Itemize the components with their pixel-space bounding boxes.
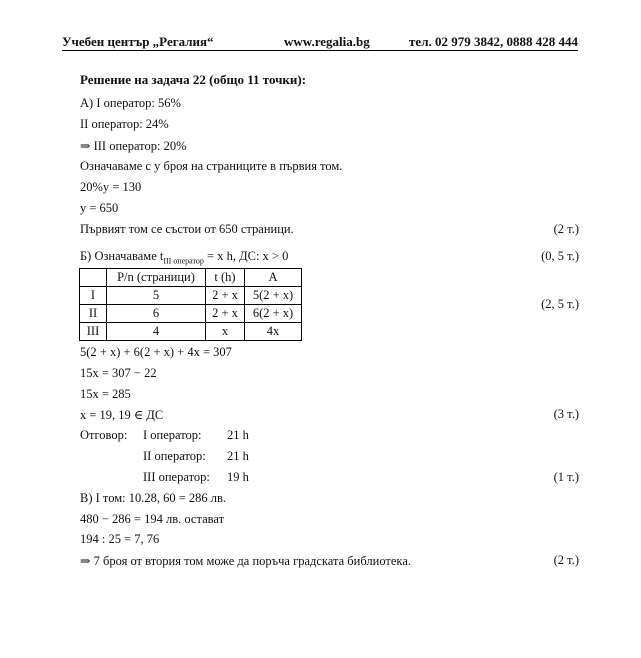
line: II оператор: 24%	[80, 117, 169, 131]
line: 194 : 25 = 7, 76	[80, 532, 160, 546]
table-cell: 5	[107, 287, 206, 305]
header-right: тел. 02 979 3842, 0888 428 444	[409, 34, 578, 49]
line: ⇒ 7 броя от втория том може да поръча градската библиотека.	[80, 554, 411, 568]
table-cell: t (h)	[206, 269, 245, 287]
table-cell: I	[80, 287, 107, 305]
header-center: www.regalia.bg	[284, 34, 370, 49]
table-cell	[80, 269, 107, 287]
table-cell: 2 + x	[206, 287, 245, 305]
table-cell: P/n (страници)	[107, 269, 206, 287]
answer-value: 21 h	[227, 449, 249, 463]
table-cell: A	[245, 269, 302, 287]
table-cell: 6(2 + x)	[245, 305, 302, 323]
answer-operator: II оператор:	[143, 449, 206, 463]
table-cell: III	[80, 323, 107, 341]
line: 20%y = 130	[80, 180, 142, 194]
table-cell: 4x	[245, 323, 302, 341]
points: (0, 5 т.)	[541, 249, 579, 263]
answer-label: Отговор:	[80, 428, 128, 442]
points: (1 т.)	[553, 470, 579, 484]
line: y = 650	[80, 201, 119, 215]
solution-title: Решение на задача 22 (общо 11 точки):	[80, 72, 307, 87]
line: А) I оператор: 56%	[80, 96, 181, 110]
answer-value: 19 h	[227, 470, 249, 484]
answer-operator: I оператор:	[143, 428, 202, 442]
line: В) I том: 10.28, 60 = 286 лв.	[80, 491, 227, 505]
operators-table	[79, 268, 302, 341]
line: 480 − 286 = 194 лв. остават	[80, 512, 225, 526]
part-b-intro: Б) Означаваме $t_{III оператор} = x$ h, ДС: x > 0	[80, 249, 289, 266]
line: x = 19, 19 ∈ ДС	[80, 408, 164, 422]
header-left: Учебен център „Регалия“	[62, 34, 214, 49]
points: (2 т.)	[553, 553, 579, 567]
table-cell: II	[80, 305, 107, 323]
line: 15x = 307 − 22	[80, 366, 157, 380]
table-cell: 4	[107, 323, 206, 341]
header-rule	[62, 50, 578, 51]
points: (3 т.)	[553, 407, 579, 421]
line: Първият том се състои от 650 страници.	[80, 222, 294, 236]
table-cell: 2 + x	[206, 305, 245, 323]
answer-operator: III оператор:	[143, 470, 210, 484]
line: 5(2 + x) + 6(2 + x) + 4x = 307	[80, 345, 232, 359]
table-cell: x	[206, 323, 245, 341]
line: 15x = 285	[80, 387, 131, 401]
line: Означаваме с y броя на страниците в първия том.	[80, 159, 343, 173]
table-cell: 6	[107, 305, 206, 323]
table-cell: 5(2 + x)	[245, 287, 302, 305]
points: (2, 5 т.)	[541, 297, 579, 311]
line: ⇒ III оператор: 20%	[80, 139, 187, 153]
points: (2 т.)	[553, 222, 579, 236]
answer-value: 21 h	[227, 428, 249, 442]
